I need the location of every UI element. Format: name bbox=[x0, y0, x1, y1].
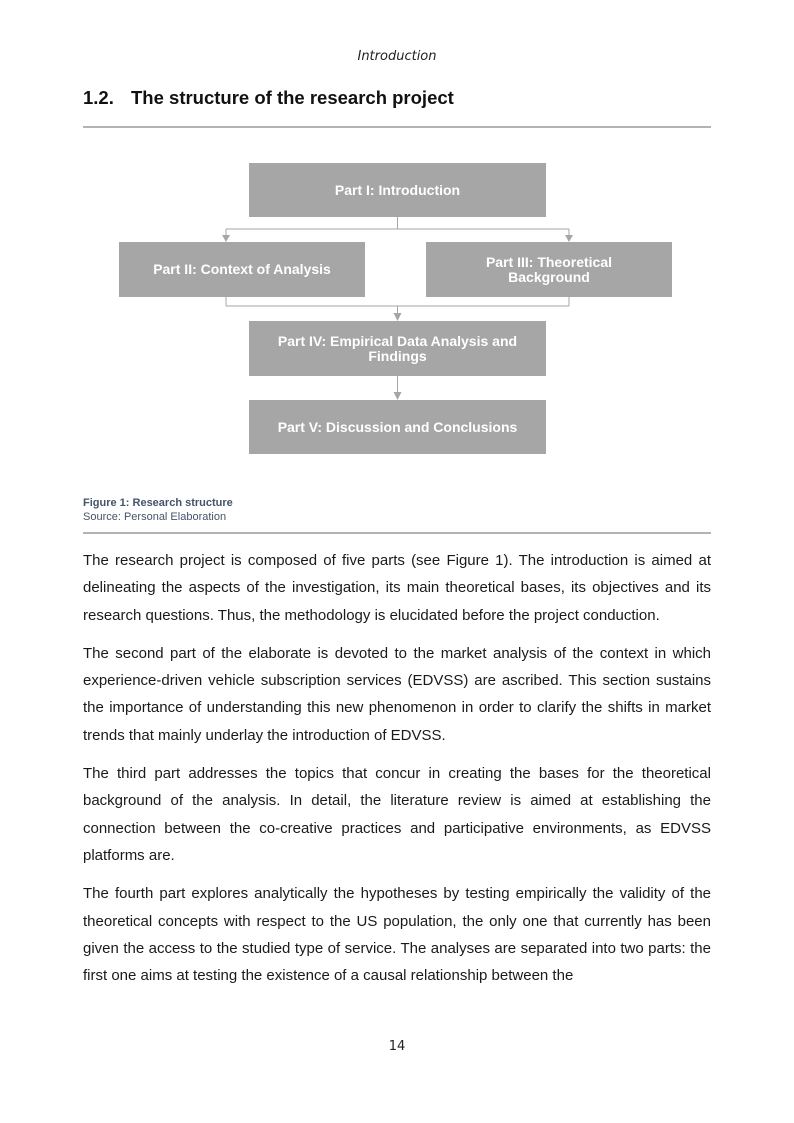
paragraph: The second part of the elaborate is devoted to the market analysis of the context in which experience-driven vehicle subscription services (EDVSS) are ascribed. This section sustains the importance of understanding this new phenomenon in order to clarify the shifts in market trends that mainly underlay the introduction of EDVSS. bbox=[83, 644, 711, 744]
part-5-box: Part V: Discussion and Conclusions bbox=[249, 400, 546, 454]
research-structure-diagram bbox=[0, 0, 794, 470]
figure-title: Figure 1: Research structure bbox=[83, 497, 233, 509]
arrowhead bbox=[565, 235, 573, 242]
body-text bbox=[83, 547, 711, 1000]
arrowhead bbox=[394, 392, 402, 400]
section-number: 1.2. bbox=[83, 87, 114, 108]
part-2-box: Part II: Context of Analysis bbox=[119, 242, 365, 297]
figure-divider bbox=[83, 532, 711, 534]
paragraph: The fourth part explores analytically the hypotheses by testing empirically the validity of the theoretical concepts with respect to the US population, the only one that currently has been given the access to the studied type of service. The analyses are separated into two parts: the first one aims at testing the existence of a causal relationship between the bbox=[83, 885, 711, 985]
part-3-box: Part III: Theoretical Background bbox=[426, 242, 672, 297]
part-1-box: Part I: Introduction bbox=[249, 163, 546, 217]
paragraph: The third part addresses the topics that concur in creating the bases for the theoretical background of the analysis. In detail, the literature review is aimed at establishing the connection between the co-creative practices and participative environments, as EDVSS platforms are. bbox=[83, 765, 711, 864]
page-number: 14 bbox=[388, 1039, 406, 1054]
paragraph: The research project is composed of five parts (see Figure 1). The introduction is aimed at delineating the aspects of the investigation, its main theoretical bases, its objectives and its research questions. Thus, the methodology is elucidated before the project conduction. bbox=[83, 552, 711, 624]
part-4-box: Part IV: Empirical Data Analysis and Findings bbox=[249, 321, 546, 376]
section-title: The structure of the research project bbox=[131, 87, 454, 108]
figure-source: Source: Personal Elaboration bbox=[83, 511, 227, 523]
arrowhead bbox=[394, 313, 402, 321]
arrowhead bbox=[222, 235, 230, 242]
figure-caption bbox=[83, 496, 233, 524]
running-header: Introduction bbox=[357, 49, 437, 64]
